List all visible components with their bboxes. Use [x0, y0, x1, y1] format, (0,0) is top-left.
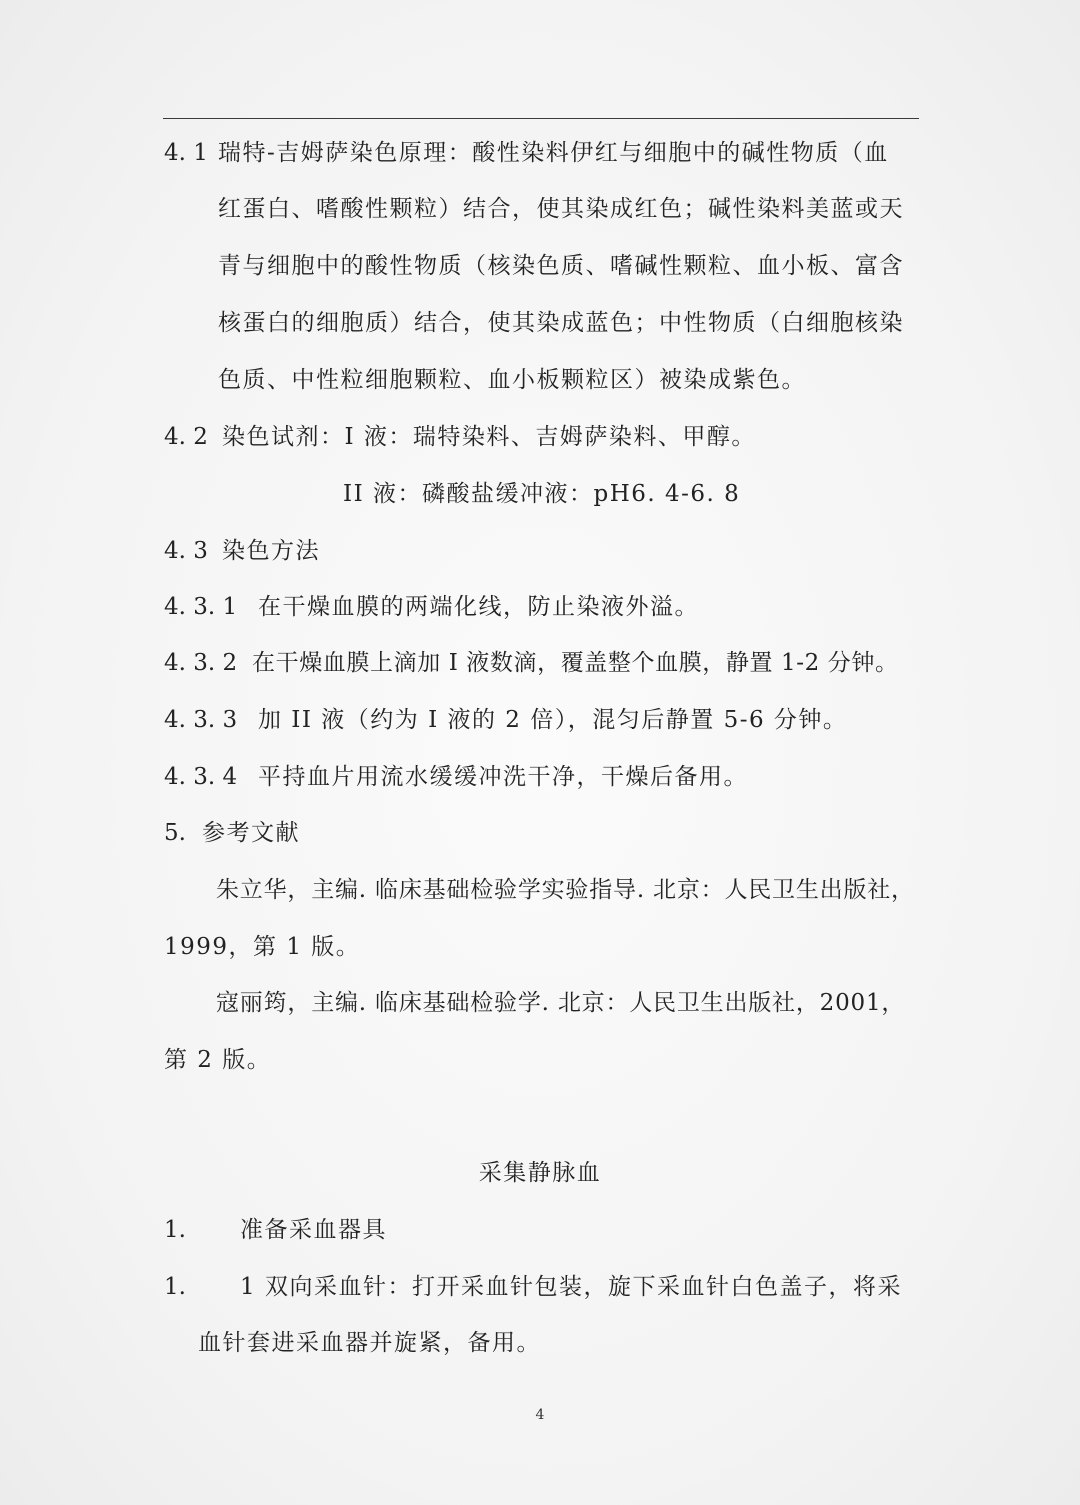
- section-4-2-line-1: 染色试剂：I 液：瑞特染料、吉姆萨染料、甲醇。: [222, 424, 756, 450]
- section-4-2-number: 4. 2: [164, 424, 208, 450]
- section-title-venous-blood: 采集静脉血: [478, 1160, 602, 1186]
- step-4-3-2-text: 在干燥血膜上滴加 I 液数滴，覆盖整个血膜，静置 1-2 分钟。: [252, 650, 899, 676]
- item-1-1-number: 1.: [164, 1274, 186, 1300]
- item-1-number: 1.: [164, 1217, 186, 1243]
- step-4-3-4-number: 4. 3. 4: [164, 764, 238, 790]
- section-4-1-line-3: 青与细胞中的酸性物质（核染色质、嗜碱性颗粒、血小板、富含: [218, 253, 904, 279]
- section-4-1-line-5: 色质、中性粒细胞颗粒、血小板颗粒区）被染成紫色。: [218, 367, 806, 393]
- section-5-title: 参考文献: [202, 820, 300, 846]
- reference-2-line-1: 寇丽筠，主编. 临床基础检验学. 北京：人民卫生出版社，2001，: [216, 990, 906, 1016]
- page-number: 4: [535, 1407, 545, 1423]
- section-4-3-number: 4. 3: [164, 538, 208, 564]
- section-4-2-line-2: II 液：磷酸盐缓冲液：pH6. 4-6. 8: [343, 481, 741, 507]
- reference-2-line-2: 第 2 版。: [164, 1047, 272, 1073]
- section-4-1-line-4: 核蛋白的细胞质）结合，使其染成蓝色；中性物质（白细胞核染: [218, 310, 904, 336]
- section-5-number: 5.: [164, 820, 186, 846]
- header-rule: [163, 118, 919, 119]
- step-4-3-1-text: 在干燥血膜的两端化线，防止染液外溢。: [258, 594, 699, 620]
- step-4-3-2-number: 4. 3. 2: [164, 650, 238, 676]
- reference-1-line-1: 朱立华，主编. 临床基础检验学实验指导. 北京：人民卫生出版社，: [216, 877, 915, 903]
- section-4-3-title: 染色方法: [222, 538, 320, 564]
- reference-1-line-2: 1999，第 1 版。: [164, 934, 361, 960]
- step-4-3-1-number: 4. 3. 1: [164, 594, 238, 620]
- item-1-1-line-2: 血针套进采血器并旋紧，备用。: [198, 1330, 541, 1356]
- section-4-1-number: 4. 1: [164, 140, 208, 166]
- step-4-3-3-number: 4. 3. 3: [164, 707, 238, 733]
- item-1-text: 准备采血器具: [240, 1217, 387, 1243]
- item-1-1-line-1: 1 双向采血针：打开采血针包装，旋下采血针白色盖子，将采: [240, 1274, 902, 1300]
- section-4-1-line-1: 瑞特-吉姆萨染色原理：酸性染料伊红与细胞中的碱性物质（血: [218, 140, 889, 166]
- step-4-3-3-text: 加 II 液（约为 I 液的 2 倍），混匀后静置 5-6 分钟。: [258, 707, 848, 733]
- section-4-1-line-2: 红蛋白、嗜酸性颗粒）结合，使其染成红色；碱性染料美蓝或天: [218, 196, 904, 222]
- step-4-3-4-text: 平持血片用流水缓缓冲洗干净，干燥后备用。: [258, 764, 748, 790]
